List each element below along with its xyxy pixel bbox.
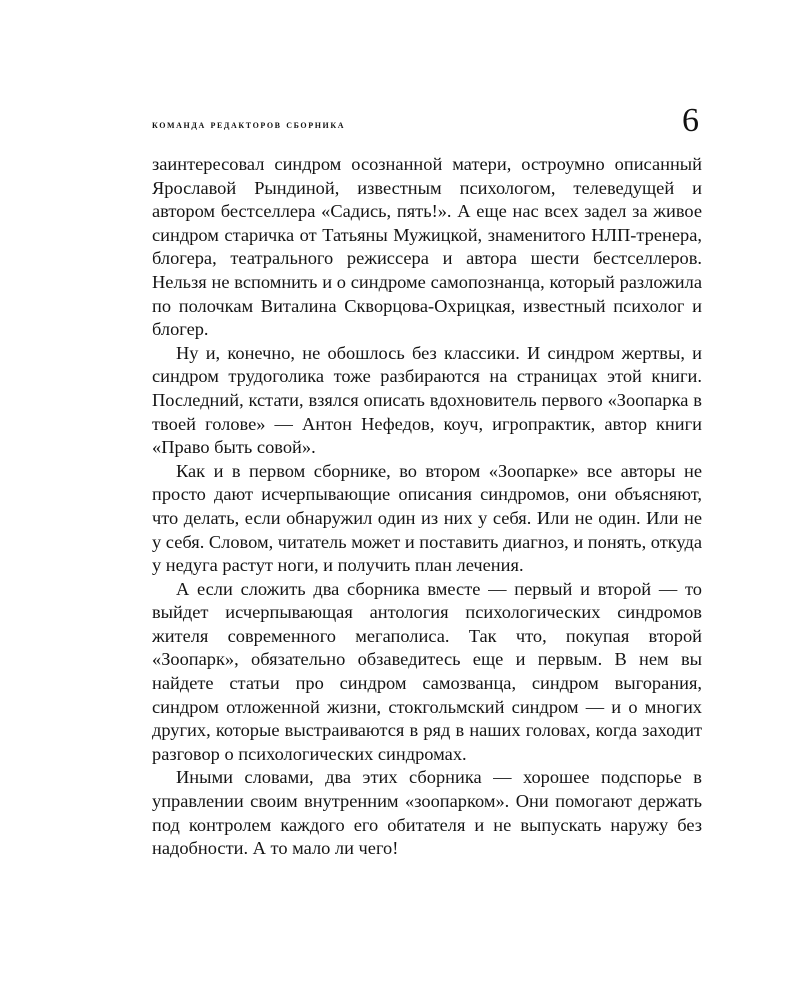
body-text (152, 153, 702, 861)
paragraph: Как и в первом сборнике, во втором «Зоопарке» все авторы не просто дают исчерпывающие описания синдромов, они объясняют, что делать, если обнаружил один из них у себя. Или не один. Или не у себя. Словом, читатель может и поставить диагноз, и понять, откуда у недуга растут ноги, и получить план лечения. (152, 460, 702, 576)
running-header: команда редакторов сборника (152, 117, 346, 131)
paragraph: А если сложить два сборника вместе — первый и второй — то выйдет исчерпывающая антология психологических синдромов жителя современного мегаполиса. Так что, покупая второй «Зоопарк», обязательно обзаведитесь еще и первым. В нем вы найдете статьи про синдром самозванца, синдром выгорания, синдром отложенной жизни, стокгольмский синдром — и о многих других, которые выстраиваются в ряд в наших головах, когда заходит разговор о психологических синдромах. (152, 578, 702, 764)
paragraph: заинтересовал синдром осознанной матери, остроумно описанный Ярославой Рындиной, известным психологом, телеведущей и автором бестселлера «Садись, пять!». А еще нас всех задел за живое синдром старичка от Татьяны Мужицкой, знаменитого НЛП-тренера, блогера, театрального режиссера и автора шести бестселлеров. Нельзя не вспомнить и о синдроме самопознанца, который разложила по полочкам Виталина Скворцова-Охрицкая, известный психолог и блогер. (152, 154, 702, 340)
paragraph: Ну и, конечно, не обошлось без классики. И синдром жертвы, и синдром трудоголика тоже разбираются на страницах этой книги. Последний, кстати, взялся описать вдохновитель первого «Зоопарка в твоей голове» — Антон Нефедов, коуч, игропрактик, автор книги «Право быть совой». (152, 342, 702, 458)
paragraph: Иными словами, два этих сборника — хорошее подспорье в управлении своим внутренним «зоопарком». Они помогают держать под контролем каждого его обитателя и не выпускать наружу без надобности. А то мало ли чего! (152, 767, 702, 859)
page-number: 6 (682, 102, 699, 139)
